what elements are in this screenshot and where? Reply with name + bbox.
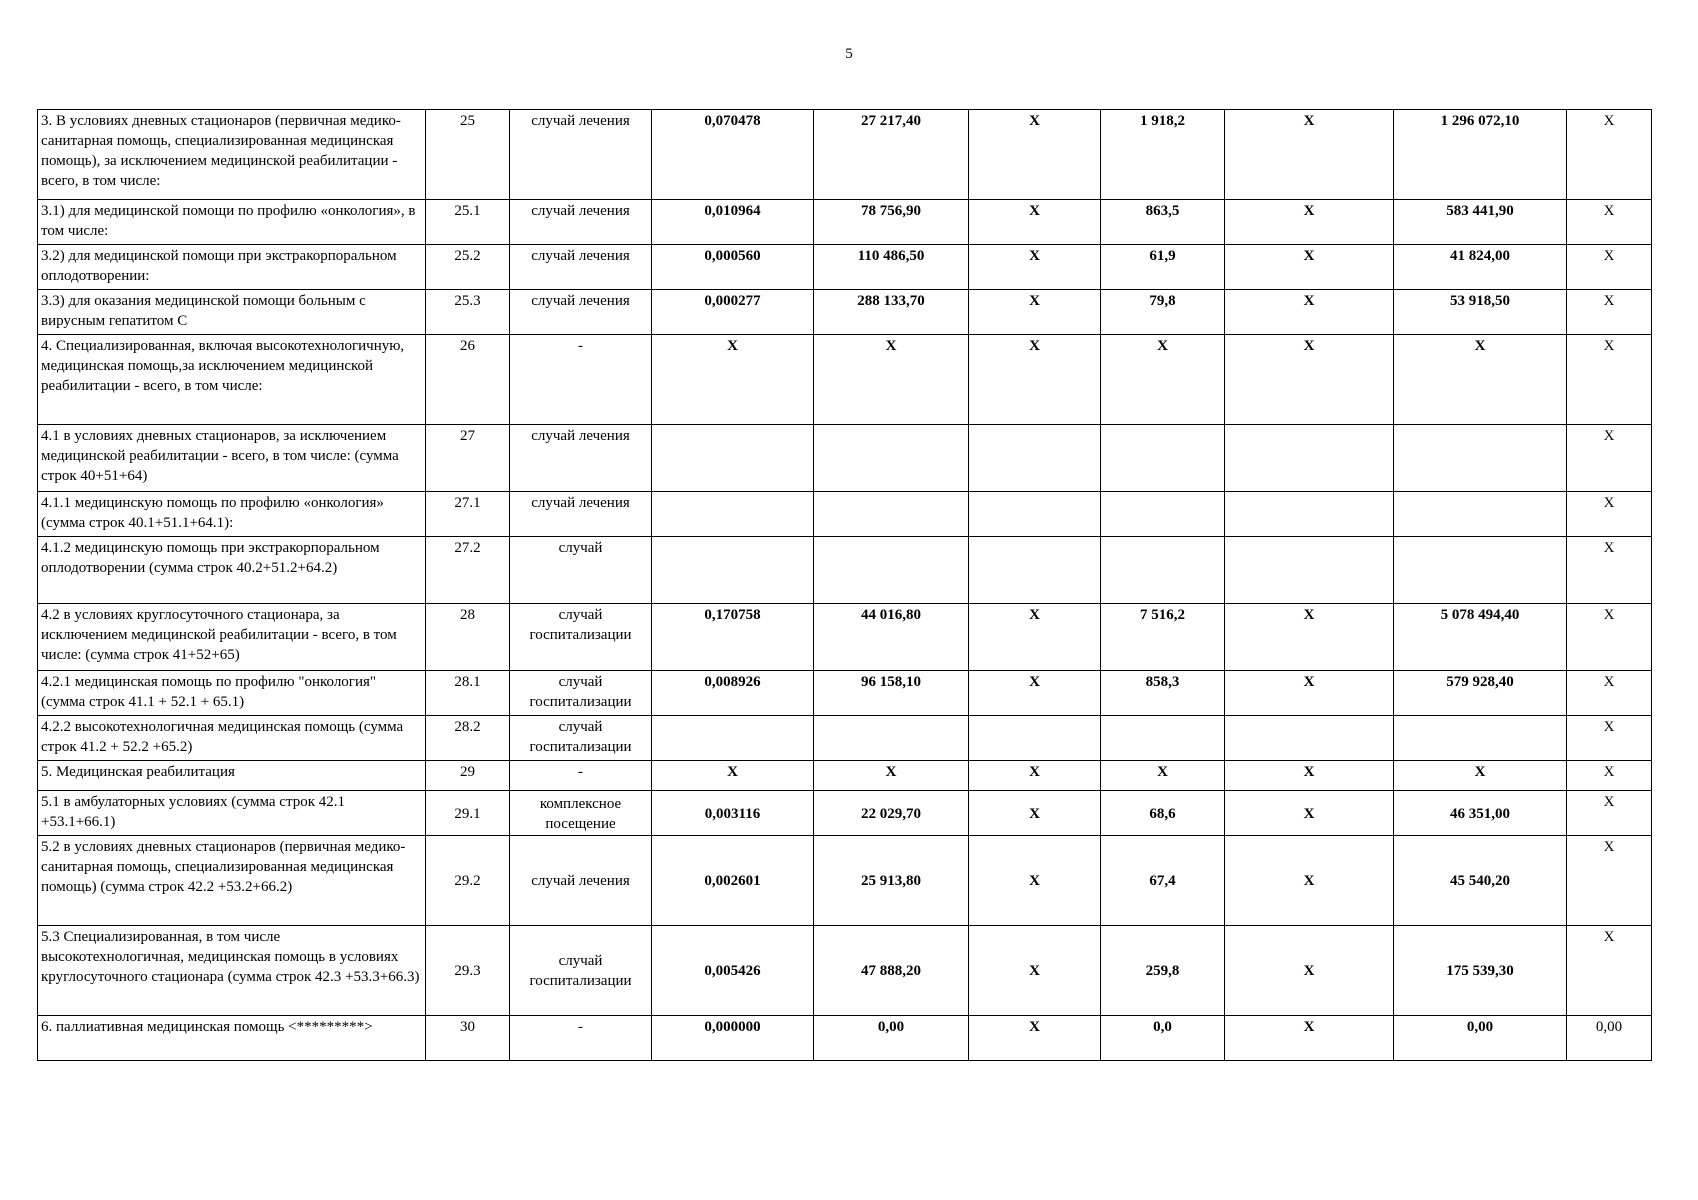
row-unit-cell: случай госпитализации — [510, 604, 652, 671]
row-value-4-cell: 1 918,2 — [1101, 110, 1225, 200]
row-code-cell: 27 — [426, 425, 510, 492]
table-row — [38, 604, 1652, 671]
row-code-cell: 28.2 — [426, 716, 510, 761]
row-value-2-cell: 44 016,80 — [814, 604, 969, 671]
row-value-6-cell: 175 539,30 — [1394, 926, 1567, 1016]
row-value-5-cell: X — [1225, 200, 1394, 245]
row-unit-cell: случай лечения — [510, 492, 652, 537]
table-row — [38, 1016, 1652, 1061]
row-value-3-cell: X — [969, 836, 1101, 926]
row-value-7-cell: X — [1567, 604, 1652, 671]
row-name-cell: 3. В условиях дневных стационаров (первичная медико-санитарная помощь, специализированная медицинская помощь), за исключением медицинской реабилитации - всего, в том числе: — [38, 110, 426, 200]
row-value-3-cell: X — [969, 761, 1101, 791]
row-value-7-cell: X — [1567, 926, 1652, 1016]
row-value-7-cell: X — [1567, 537, 1652, 604]
row-unit-cell: случай госпитализации — [510, 671, 652, 716]
row-value-4-cell: 68,6 — [1101, 791, 1225, 836]
row-value-7-cell: 0,00 — [1567, 1016, 1652, 1061]
row-name-cell: 6. паллиативная медицинская помощь <*********> — [38, 1016, 426, 1061]
row-value-4-cell — [1101, 537, 1225, 604]
row-value-5-cell: X — [1225, 836, 1394, 926]
row-value-5-cell — [1225, 716, 1394, 761]
row-name-cell: 5. Медицинская реабилитация — [38, 761, 426, 791]
table-row — [38, 926, 1652, 1016]
row-name-cell: 5.1 в амбулаторных условиях (сумма строк 42.1 +53.1+66.1) — [38, 791, 426, 836]
row-value-7-cell: X — [1567, 200, 1652, 245]
row-unit-cell: - — [510, 761, 652, 791]
row-value-2-cell: X — [814, 761, 969, 791]
row-code-cell: 27.1 — [426, 492, 510, 537]
row-name-cell: 3.2) для медицинской помощи при экстракорпоральном оплодотворении: — [38, 245, 426, 290]
table-row — [38, 537, 1652, 604]
row-value-7-cell: X — [1567, 791, 1652, 836]
row-value-2-cell: X — [814, 335, 969, 425]
row-code-cell: 28.1 — [426, 671, 510, 716]
row-value-4-cell: 7 516,2 — [1101, 604, 1225, 671]
row-value-4-cell: 858,3 — [1101, 671, 1225, 716]
row-value-6-cell: 53 918,50 — [1394, 290, 1567, 335]
row-name-cell: 4.2.2 высокотехнологичная медицинская помощь (сумма строк 41.2 + 52.2 +65.2) — [38, 716, 426, 761]
row-unit-cell: комплексное посещение — [510, 791, 652, 836]
row-value-6-cell — [1394, 537, 1567, 604]
row-value-6-cell: 0,00 — [1394, 1016, 1567, 1061]
row-name-cell: 4.1 в условиях дневных стационаров, за исключением медицинской реабилитации - всего, в том числе: (сумма строк 40+51+64) — [38, 425, 426, 492]
row-value-1-cell: 0,170758 — [652, 604, 814, 671]
row-unit-cell: случай лечения — [510, 290, 652, 335]
row-value-3-cell — [969, 492, 1101, 537]
row-value-6-cell: X — [1394, 761, 1567, 791]
table-row — [38, 836, 1652, 926]
row-value-5-cell: X — [1225, 1016, 1394, 1061]
row-value-1-cell — [652, 537, 814, 604]
row-value-4-cell — [1101, 425, 1225, 492]
row-code-cell: 28 — [426, 604, 510, 671]
row-value-5-cell: X — [1225, 245, 1394, 290]
row-unit-cell: случай лечения — [510, 836, 652, 926]
table-row — [38, 671, 1652, 716]
row-code-cell: 29.3 — [426, 926, 510, 1016]
row-value-5-cell — [1225, 492, 1394, 537]
row-value-7-cell: X — [1567, 335, 1652, 425]
row-value-6-cell — [1394, 716, 1567, 761]
row-value-3-cell — [969, 537, 1101, 604]
row-value-3-cell — [969, 425, 1101, 492]
table-row — [38, 492, 1652, 537]
row-value-3-cell: X — [969, 671, 1101, 716]
row-value-5-cell: X — [1225, 335, 1394, 425]
row-value-3-cell: X — [969, 110, 1101, 200]
row-value-1-cell: 0,008926 — [652, 671, 814, 716]
row-value-5-cell: X — [1225, 761, 1394, 791]
row-value-3-cell: X — [969, 335, 1101, 425]
row-value-6-cell: 45 540,20 — [1394, 836, 1567, 926]
row-name-cell: 3.3) для оказания медицинской помощи больным с вирусным гепатитом С — [38, 290, 426, 335]
row-value-7-cell: X — [1567, 425, 1652, 492]
row-name-cell: 3.1) для медицинской помощи по профилю «онкология», в том числе: — [38, 200, 426, 245]
row-value-4-cell: 79,8 — [1101, 290, 1225, 335]
row-value-1-cell: 0,000000 — [652, 1016, 814, 1061]
row-unit-cell: случай лечения — [510, 110, 652, 200]
row-value-2-cell: 288 133,70 — [814, 290, 969, 335]
row-value-3-cell: X — [969, 245, 1101, 290]
row-code-cell: 25.1 — [426, 200, 510, 245]
row-code-cell: 26 — [426, 335, 510, 425]
table-row — [38, 791, 1652, 836]
row-value-6-cell — [1394, 425, 1567, 492]
row-unit-cell: случай госпитализации — [510, 716, 652, 761]
table-row — [38, 290, 1652, 335]
row-code-cell: 25 — [426, 110, 510, 200]
row-value-5-cell: X — [1225, 671, 1394, 716]
row-value-7-cell: X — [1567, 290, 1652, 335]
row-value-7-cell: X — [1567, 245, 1652, 290]
row-value-4-cell: 259,8 — [1101, 926, 1225, 1016]
row-name-cell: 4.2 в условиях круглосуточного стационара, за исключением медицинской реабилитации - всего, в том числе: (сумма строк 41+52+65) — [38, 604, 426, 671]
table-row — [38, 335, 1652, 425]
table-row — [38, 110, 1652, 200]
row-value-2-cell: 78 756,90 — [814, 200, 969, 245]
row-value-5-cell: X — [1225, 791, 1394, 836]
row-value-2-cell — [814, 716, 969, 761]
row-value-1-cell — [652, 425, 814, 492]
row-name-cell: 4.2.1 медицинская помощь по профилю "онкология" (сумма строк 41.1 + 52.1 + 65.1) — [38, 671, 426, 716]
row-value-5-cell — [1225, 537, 1394, 604]
row-value-7-cell: X — [1567, 671, 1652, 716]
row-value-4-cell: 67,4 — [1101, 836, 1225, 926]
row-value-2-cell — [814, 537, 969, 604]
row-value-2-cell: 0,00 — [814, 1016, 969, 1061]
row-value-6-cell: X — [1394, 335, 1567, 425]
row-value-6-cell: 41 824,00 — [1394, 245, 1567, 290]
row-name-cell: 4.1.1 медицинскую помощь по профилю «онкология» (сумма строк 40.1+51.1+64.1): — [38, 492, 426, 537]
row-value-1-cell: X — [652, 335, 814, 425]
row-value-5-cell: X — [1225, 604, 1394, 671]
row-value-3-cell: X — [969, 1016, 1101, 1061]
row-value-4-cell: X — [1101, 761, 1225, 791]
row-value-2-cell: 25 913,80 — [814, 836, 969, 926]
row-value-1-cell: 0,003116 — [652, 791, 814, 836]
row-value-3-cell: X — [969, 200, 1101, 245]
row-value-1-cell — [652, 716, 814, 761]
table-row — [38, 716, 1652, 761]
row-code-cell: 29.1 — [426, 791, 510, 836]
row-value-5-cell: X — [1225, 110, 1394, 200]
row-value-1-cell — [652, 492, 814, 537]
row-value-6-cell: 46 351,00 — [1394, 791, 1567, 836]
row-value-2-cell: 47 888,20 — [814, 926, 969, 1016]
table-row — [38, 200, 1652, 245]
row-value-4-cell — [1101, 716, 1225, 761]
row-unit-cell: случай госпитализации — [510, 926, 652, 1016]
row-unit-cell: - — [510, 335, 652, 425]
row-value-6-cell: 1 296 072,10 — [1394, 110, 1567, 200]
row-value-4-cell: 0,0 — [1101, 1016, 1225, 1061]
row-value-2-cell: 110 486,50 — [814, 245, 969, 290]
row-unit-cell: случай — [510, 537, 652, 604]
row-code-cell: 29.2 — [426, 836, 510, 926]
row-code-cell: 25.2 — [426, 245, 510, 290]
row-unit-cell: случай лечения — [510, 425, 652, 492]
page-number: 5 — [845, 46, 853, 62]
row-code-cell: 30 — [426, 1016, 510, 1061]
row-value-1-cell: 0,000560 — [652, 245, 814, 290]
row-value-1-cell: 0,002601 — [652, 836, 814, 926]
row-name-cell: 4. Специализированная, включая высокотехнологичную, медицинская помощь,за исключением медицинской реабилитации - всего, в том числе: — [38, 335, 426, 425]
row-value-1-cell: 0,000277 — [652, 290, 814, 335]
row-name-cell: 4.1.2 медицинскую помощь при экстракорпоральном оплодотворении (сумма строк 40.2+51.2+64.2) — [38, 537, 426, 604]
row-value-2-cell: 96 158,10 — [814, 671, 969, 716]
row-unit-cell: - — [510, 1016, 652, 1061]
row-code-cell: 29 — [426, 761, 510, 791]
row-value-2-cell — [814, 492, 969, 537]
row-value-2-cell — [814, 425, 969, 492]
row-value-1-cell: 0,005426 — [652, 926, 814, 1016]
row-value-4-cell — [1101, 492, 1225, 537]
row-value-2-cell: 27 217,40 — [814, 110, 969, 200]
row-value-1-cell: 0,070478 — [652, 110, 814, 200]
row-value-6-cell: 579 928,40 — [1394, 671, 1567, 716]
row-value-7-cell: X — [1567, 761, 1652, 791]
table-row — [38, 761, 1652, 791]
row-code-cell: 25.3 — [426, 290, 510, 335]
row-code-cell: 27.2 — [426, 537, 510, 604]
row-value-6-cell — [1394, 492, 1567, 537]
row-value-6-cell: 583 441,90 — [1394, 200, 1567, 245]
row-value-5-cell — [1225, 425, 1394, 492]
row-value-2-cell: 22 029,70 — [814, 791, 969, 836]
row-value-3-cell: X — [969, 926, 1101, 1016]
row-value-7-cell: X — [1567, 110, 1652, 200]
row-value-5-cell: X — [1225, 926, 1394, 1016]
row-value-1-cell: X — [652, 761, 814, 791]
row-name-cell: 5.2 в условиях дневных стационаров (первичная медико-санитарная помощь, специализированная медицинская помощь) (сумма строк 42.2 +53.2+66.2) — [38, 836, 426, 926]
row-value-4-cell: X — [1101, 335, 1225, 425]
table-row — [38, 245, 1652, 290]
row-value-4-cell: 61,9 — [1101, 245, 1225, 290]
table-body — [38, 110, 1652, 1061]
row-value-3-cell — [969, 716, 1101, 761]
row-value-5-cell: X — [1225, 290, 1394, 335]
financing-table — [37, 109, 1652, 1061]
table-row — [38, 425, 1652, 492]
row-name-cell: 5.3 Специализированная, в том числе высокотехнологичная, медицинская помощь в условиях круглосуточного стационара (сумма строк 42.3 +53.3+66.3) — [38, 926, 426, 1016]
row-value-1-cell: 0,010964 — [652, 200, 814, 245]
row-value-3-cell: X — [969, 791, 1101, 836]
row-value-7-cell: X — [1567, 836, 1652, 926]
row-value-3-cell: X — [969, 290, 1101, 335]
row-value-6-cell: 5 078 494,40 — [1394, 604, 1567, 671]
row-value-7-cell: X — [1567, 492, 1652, 537]
row-value-4-cell: 863,5 — [1101, 200, 1225, 245]
row-value-3-cell: X — [969, 604, 1101, 671]
row-unit-cell: случай лечения — [510, 245, 652, 290]
row-unit-cell: случай лечения — [510, 200, 652, 245]
row-value-7-cell: X — [1567, 716, 1652, 761]
